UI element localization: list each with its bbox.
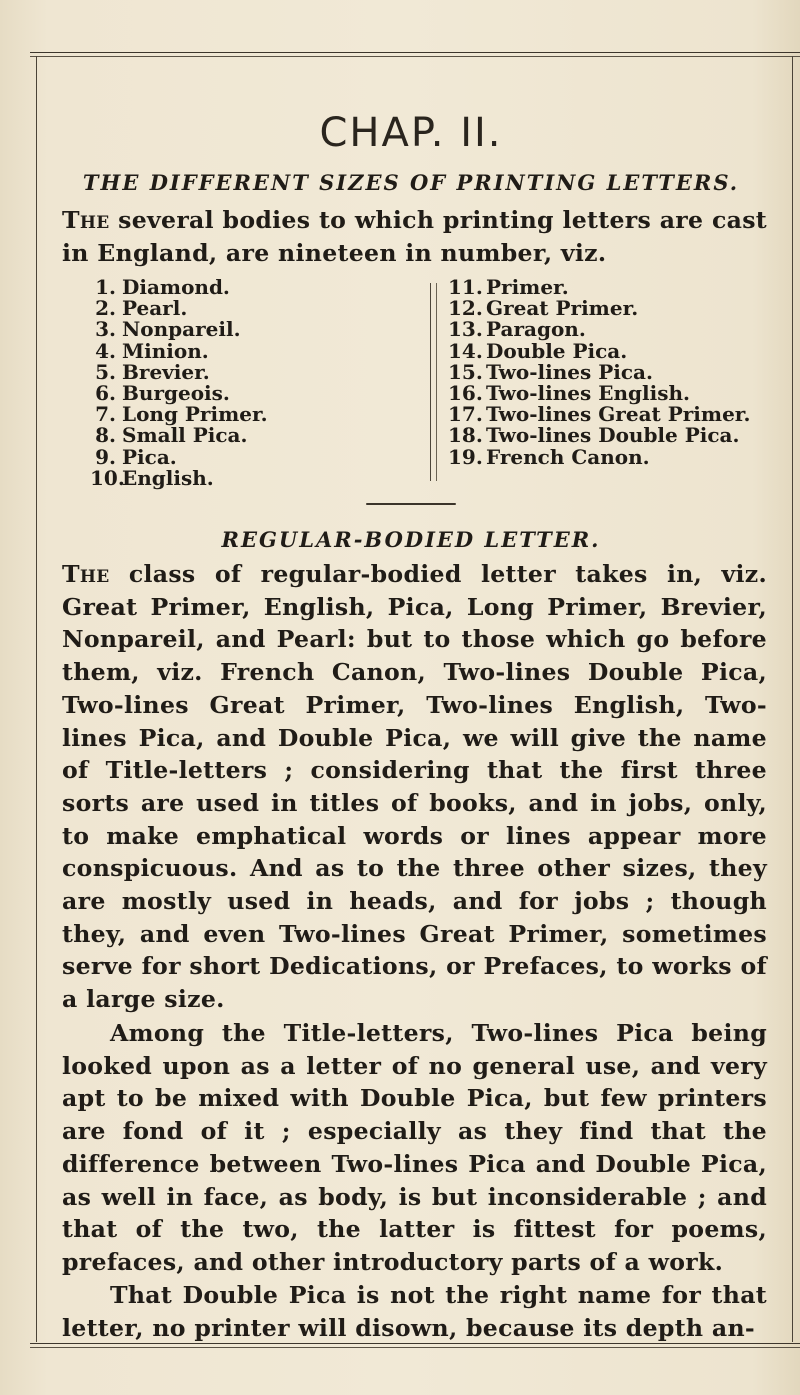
list-item bbox=[448, 444, 768, 469]
list-item bbox=[90, 319, 390, 340]
list-item bbox=[90, 465, 390, 490]
top-border-rule bbox=[30, 52, 800, 57]
item-name: English. bbox=[122, 465, 214, 490]
body-paragraph-2: Among the Title-letters, Two-lines Pica being looked upon as a letter of no general use, and very apt to be mixed with Double Pica, but few printers are fond of it ; especially as they find that the difference between Two-lines Pica and Double Pica, as well in face, as body, is but inconsiderable ; and that of the two, the latter is fittest for poems, prefaces, and other introductory parts of a work. bbox=[62, 1019, 767, 1276]
item-number: 11. bbox=[448, 275, 483, 299]
item-number: 17. bbox=[448, 402, 483, 427]
item-number: 5. bbox=[95, 359, 116, 384]
item-name: French Canon. bbox=[486, 444, 650, 469]
item-number: 1. bbox=[95, 275, 116, 299]
item-number: 12. bbox=[448, 296, 483, 321]
item-name: Small Pica. bbox=[122, 423, 248, 448]
subsection-title: REGULAR-BODIED LETTER. bbox=[221, 527, 601, 552]
paragraph-lead-word: The bbox=[62, 560, 110, 588]
body-paragraph-3: That Double Pica is not the right name for that letter, no printer will disown, because its depth an- bbox=[62, 1281, 767, 1342]
intro-paragraph bbox=[62, 204, 767, 269]
section-title: THE DIFFERENT SIZES OF PRINTING LETTERS. bbox=[82, 170, 740, 195]
item-name: Two-lines Pica. bbox=[486, 359, 653, 384]
item-name: Minion. bbox=[122, 338, 209, 363]
left-border-rule bbox=[36, 56, 37, 1342]
list-item bbox=[90, 404, 390, 425]
item-name: Primer. bbox=[486, 275, 569, 299]
item-number: 14. bbox=[448, 338, 483, 363]
list-item bbox=[90, 425, 390, 446]
list-item bbox=[448, 277, 768, 298]
item-name: Paragon. bbox=[486, 317, 586, 342]
item-number: 3. bbox=[95, 317, 116, 342]
item-number: 15. bbox=[448, 359, 483, 384]
list-item bbox=[448, 359, 768, 384]
item-name: Double Pica. bbox=[486, 338, 628, 363]
sizes-column-left bbox=[90, 277, 390, 489]
item-name: Nonpareil. bbox=[122, 317, 241, 342]
item-name: Great Primer. bbox=[486, 296, 639, 321]
list-item bbox=[90, 298, 390, 319]
item-number: 13. bbox=[448, 317, 483, 342]
item-number: 4. bbox=[95, 338, 116, 363]
column-divider bbox=[436, 283, 437, 481]
item-name: Pica. bbox=[122, 444, 177, 469]
item-name: Pearl. bbox=[122, 296, 188, 321]
item-number: 18. bbox=[448, 423, 483, 448]
list-item bbox=[448, 404, 768, 425]
item-number: 7. bbox=[95, 402, 116, 427]
intro-lead-word: The bbox=[62, 206, 110, 234]
item-name: Brevier. bbox=[122, 359, 210, 384]
item-name: Two-lines Great Primer. bbox=[486, 402, 751, 427]
item-number: 2. bbox=[95, 296, 116, 321]
list-item bbox=[448, 298, 768, 319]
item-number: 6. bbox=[95, 381, 116, 406]
item-name: Burgeois. bbox=[122, 381, 230, 406]
right-border-rule bbox=[792, 56, 793, 1342]
list-item bbox=[90, 338, 390, 363]
list-item bbox=[90, 277, 390, 298]
item-number: 19. bbox=[448, 444, 483, 469]
item-name: Two-lines Double Pica. bbox=[486, 423, 740, 448]
letter-sizes-list bbox=[90, 275, 751, 490]
item-name: Two-lines English. bbox=[486, 381, 690, 406]
list-item bbox=[90, 444, 390, 469]
intro-text: several bodies to which printing letters are cast in England, are nineteen in number, viz. bbox=[62, 206, 767, 267]
list-item bbox=[448, 319, 768, 340]
chapter-heading: CHAP. II. bbox=[319, 110, 503, 156]
sizes-column-right bbox=[448, 277, 768, 468]
list-item bbox=[448, 338, 768, 363]
list-item bbox=[448, 425, 768, 446]
column-divider bbox=[430, 283, 431, 481]
item-name: Diamond. bbox=[122, 275, 230, 299]
paragraph-text: class of regular-bodied letter takes in, viz. Great Primer, English, Pica, Long Primer, Brevier, Nonpareil, and Pearl: but to those which go before them, viz. French Canon, Two-lines Double Pica, Two-lines Great Primer, Two-lines English, Two-lines Pica, and Double Pica, we will give the name of Title-letters ; considering that the first three sorts are used in titles of books, and in jobs, only, to make emphatical words or lines appear more conspicuous. And as to the three other sizes, they are mostly used in heads, and for jobs ; though they, and even Two-lines Great Primer, sometimes serve for short Dedications, or Prefaces, to works of a large size. bbox=[62, 560, 767, 1014]
body-paragraph-1 bbox=[62, 558, 767, 1016]
list-item bbox=[448, 383, 768, 404]
item-name: Long Primer. bbox=[122, 402, 268, 427]
item-number: 8. bbox=[95, 423, 116, 448]
list-item bbox=[90, 383, 390, 404]
item-number: 10. bbox=[90, 465, 125, 490]
section-divider-rule bbox=[366, 503, 456, 505]
item-number: 16. bbox=[448, 381, 483, 406]
list-item bbox=[90, 359, 390, 384]
item-number: 9. bbox=[95, 444, 116, 469]
